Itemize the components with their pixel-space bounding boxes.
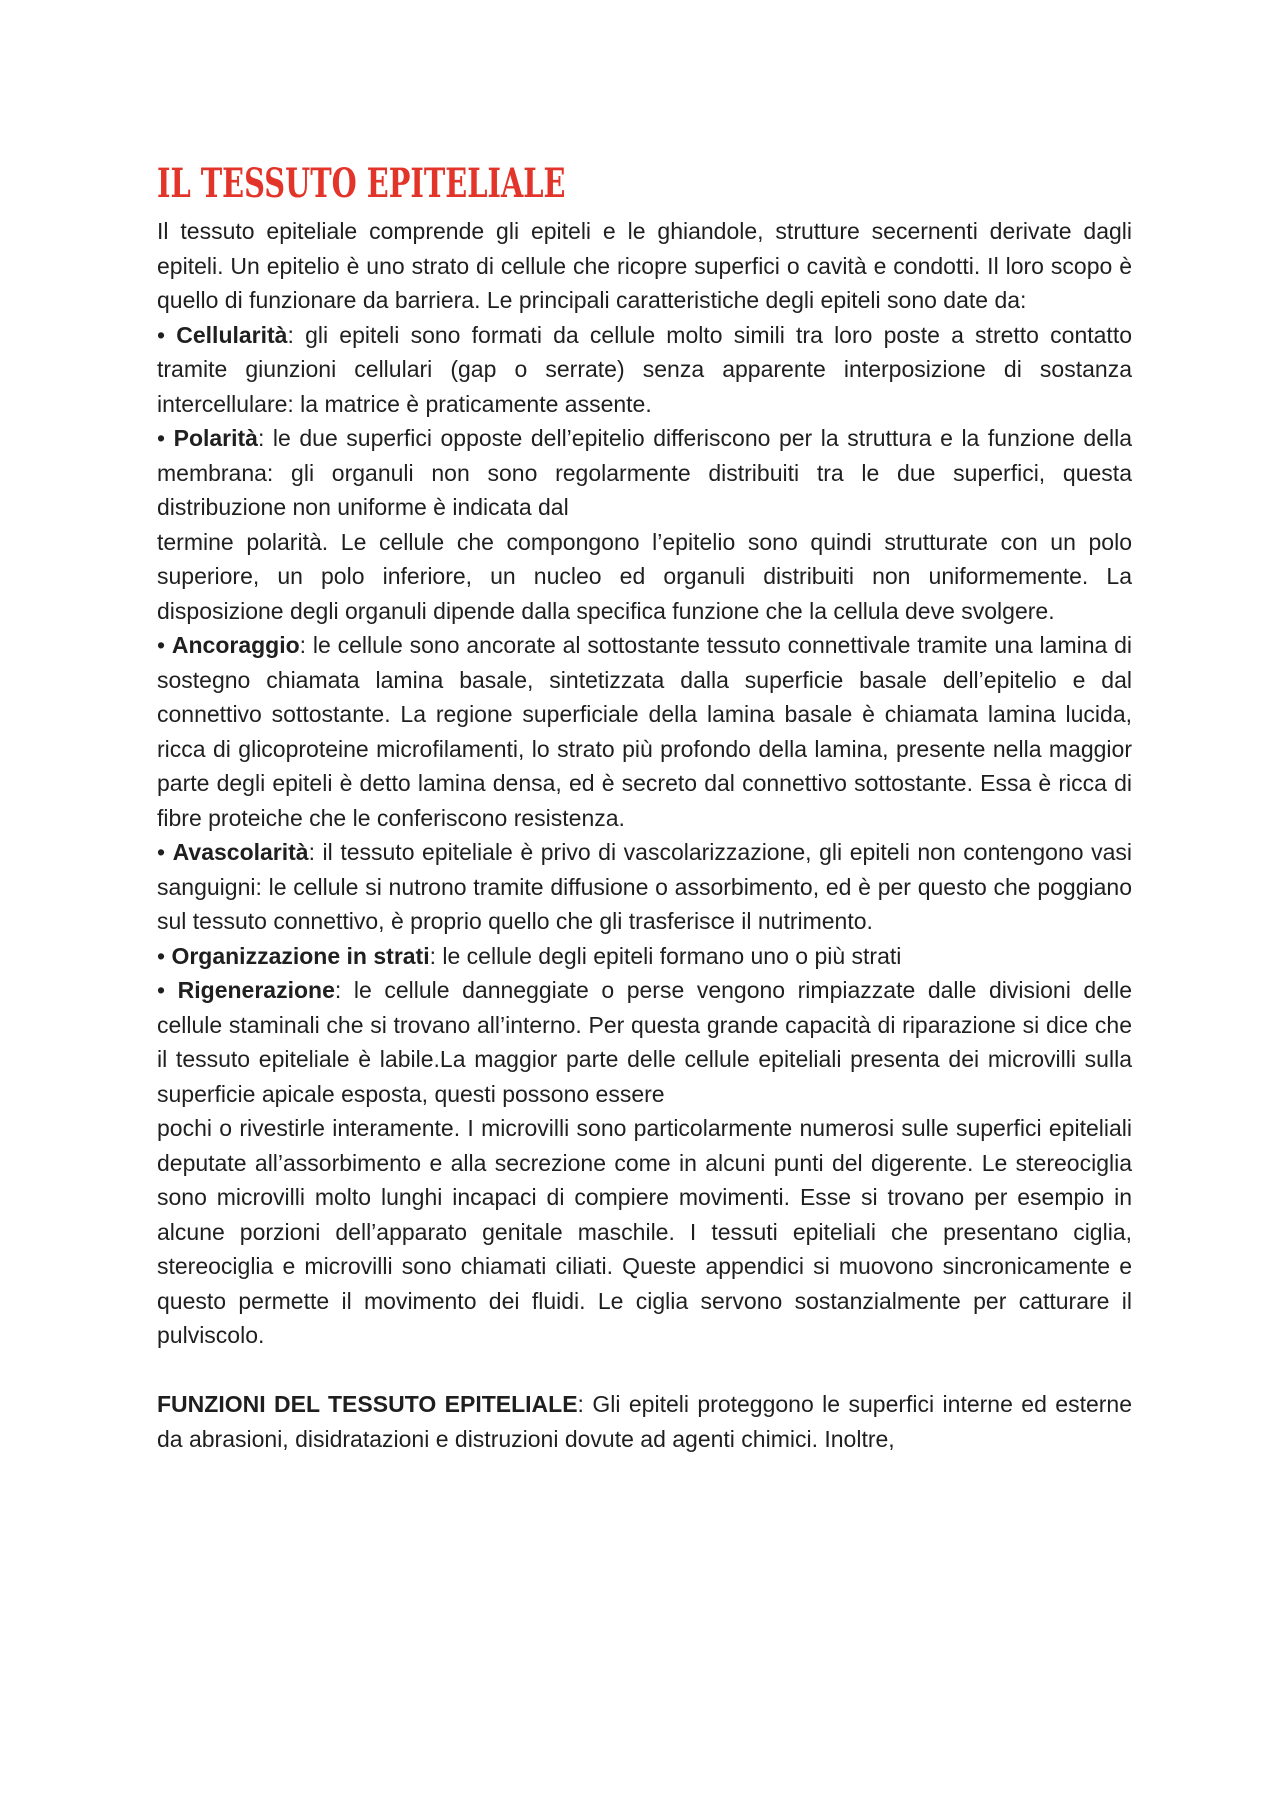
list-item-cellularita [157,318,1132,422]
term-cellularita: Cellularità [176,321,288,348]
text-cellularita: : gli epiteli sono formati da cellule molto simili tra loro poste a stretto contatto tramite giunzioni cellulari (gap o serrate) senza apparente interposizione di sostanza intercellulare: la matrice è praticamente assente. [157,321,1133,417]
term-organizzazione: Organizzazione in strati [171,942,430,969]
continuation-rigenerazione: pochi o rivestirle interamente. I microvilli sono particolarmente numerosi sulle superfici epiteliali deputate all’assorbimento e alla secrezione come in alcuni punti del digerente. Le stereociglia sono microvilli molto lunghi incapaci di compiere movimenti. Esse si trovano per esempio in alcune porzioni dell’apparato genitale maschile. I tessuti epiteliali che presentano ciglia, stereociglia e microvilli sono chiamati ciliati. Queste appendici si muovono sincronicamente e questo permette il movimento dei fluidi. Le ciglia servono sostanzialmente per catturare il pulviscolo. [157,1115,1132,1348]
document-page [157,160,1132,1456]
bullet: • [157,632,166,658]
list-item-ancoraggio [157,628,1132,835]
paragraph-spacer [157,1353,1132,1388]
page-title: IL TESSUTO EPITELIALE [157,160,566,207]
text-avascolarita: : il tessuto epiteliale è privo di vascolarizzazione, gli epiteli non contengono vasi sanguigni: le cellule si nutrono tramite diffusione o assorbimento, ed è per questo che poggiano sul tessuto connettivo, è proprio quello che gli trasferisce il nutrimento. [157,839,1133,934]
functions-paragraph [157,1387,1132,1456]
bullet: • [157,977,166,1003]
functions-text: : Gli epiteli proteggono le superfici interne ed esterne da abrasioni, disidratazioni e distruzioni dovute ad agenti chimici. Inoltre, [157,1391,1133,1452]
term-polarita: Polarità [173,425,258,451]
term-ancoraggio: Ancoraggio [171,632,300,658]
term-rigenerazione: Rigenerazione [177,977,335,1003]
list-item-polarita [157,421,1132,525]
text-organizzazione: : le cellule degli epiteli formano uno o più strati [429,942,902,969]
functions-heading: FUNZIONI DEL TESSUTO EPITELIALE [157,1391,578,1417]
list-item-rigenerazione [157,973,1132,1111]
list-item-organizzazione [157,939,1132,974]
text-polarita: : le due superfici opposte dell’epitelio differiscono per la struttura e la funzione della membrana: gli organuli non sono regolarmente distribuiti tra le due superfici, questa distribuzione non uniforme è indicata dal [157,425,1132,520]
continuation-polarita: termine polarità. Le cellule che compongono l’epitelio sono quindi strutturate con un polo superiore, un polo inferiore, un nucleo ed organuli distribuiti non uniformemente. La disposizione degli organuli dipende dalla specifica funzione che la cellula deve svolgere. [157,528,1132,624]
list-item-avascolarita [157,835,1132,939]
bullet: • [157,321,166,348]
bullet: • [157,839,166,865]
bullet: • [157,942,166,969]
text-ancoraggio: : le cellule sono ancorate al sottostante tessuto connettivale tramite una lamina di sostegno chiamata lamina basale, sintetizzata dalla superficie basale dell’epitelio e dal connettivo sottostante. La regione superficiale della lamina basale è chiamata lamina lucida, ricca di glicoproteine microfilamenti, lo strato più profondo della lamina, presente nella maggior parte degli epiteli è detto lamina densa, ed è secreto dal connettivo sottostante. Essa è ricca di fibre proteiche che le conferiscono resistenza. [157,632,1133,831]
term-avascolarita: Avascolarità [172,839,309,865]
bullet: • [157,425,166,451]
text-rigenerazione: : le cellule danneggiate o perse vengono rimpiazzate dalle divisioni delle cellule staminali che si trovano all’interno. Per questa grande capacità di riparazione si dice che il tessuto epiteliale è labile.La maggior parte delle cellule epiteliali presenta dei microvilli sulla superficie apicale esposta, questi possono essere [157,977,1132,1107]
intro-paragraph: Il tessuto epiteliale comprende gli epiteli e le ghiandole, strutture secernenti derivate dagli epiteli. Un epitelio è uno strato di cellule che ricopre superfici o cavità e condotti. Il loro scopo è quello di funzionare da barriera. Le principali caratteristiche degli epiteli sono date da: [157,218,1132,313]
